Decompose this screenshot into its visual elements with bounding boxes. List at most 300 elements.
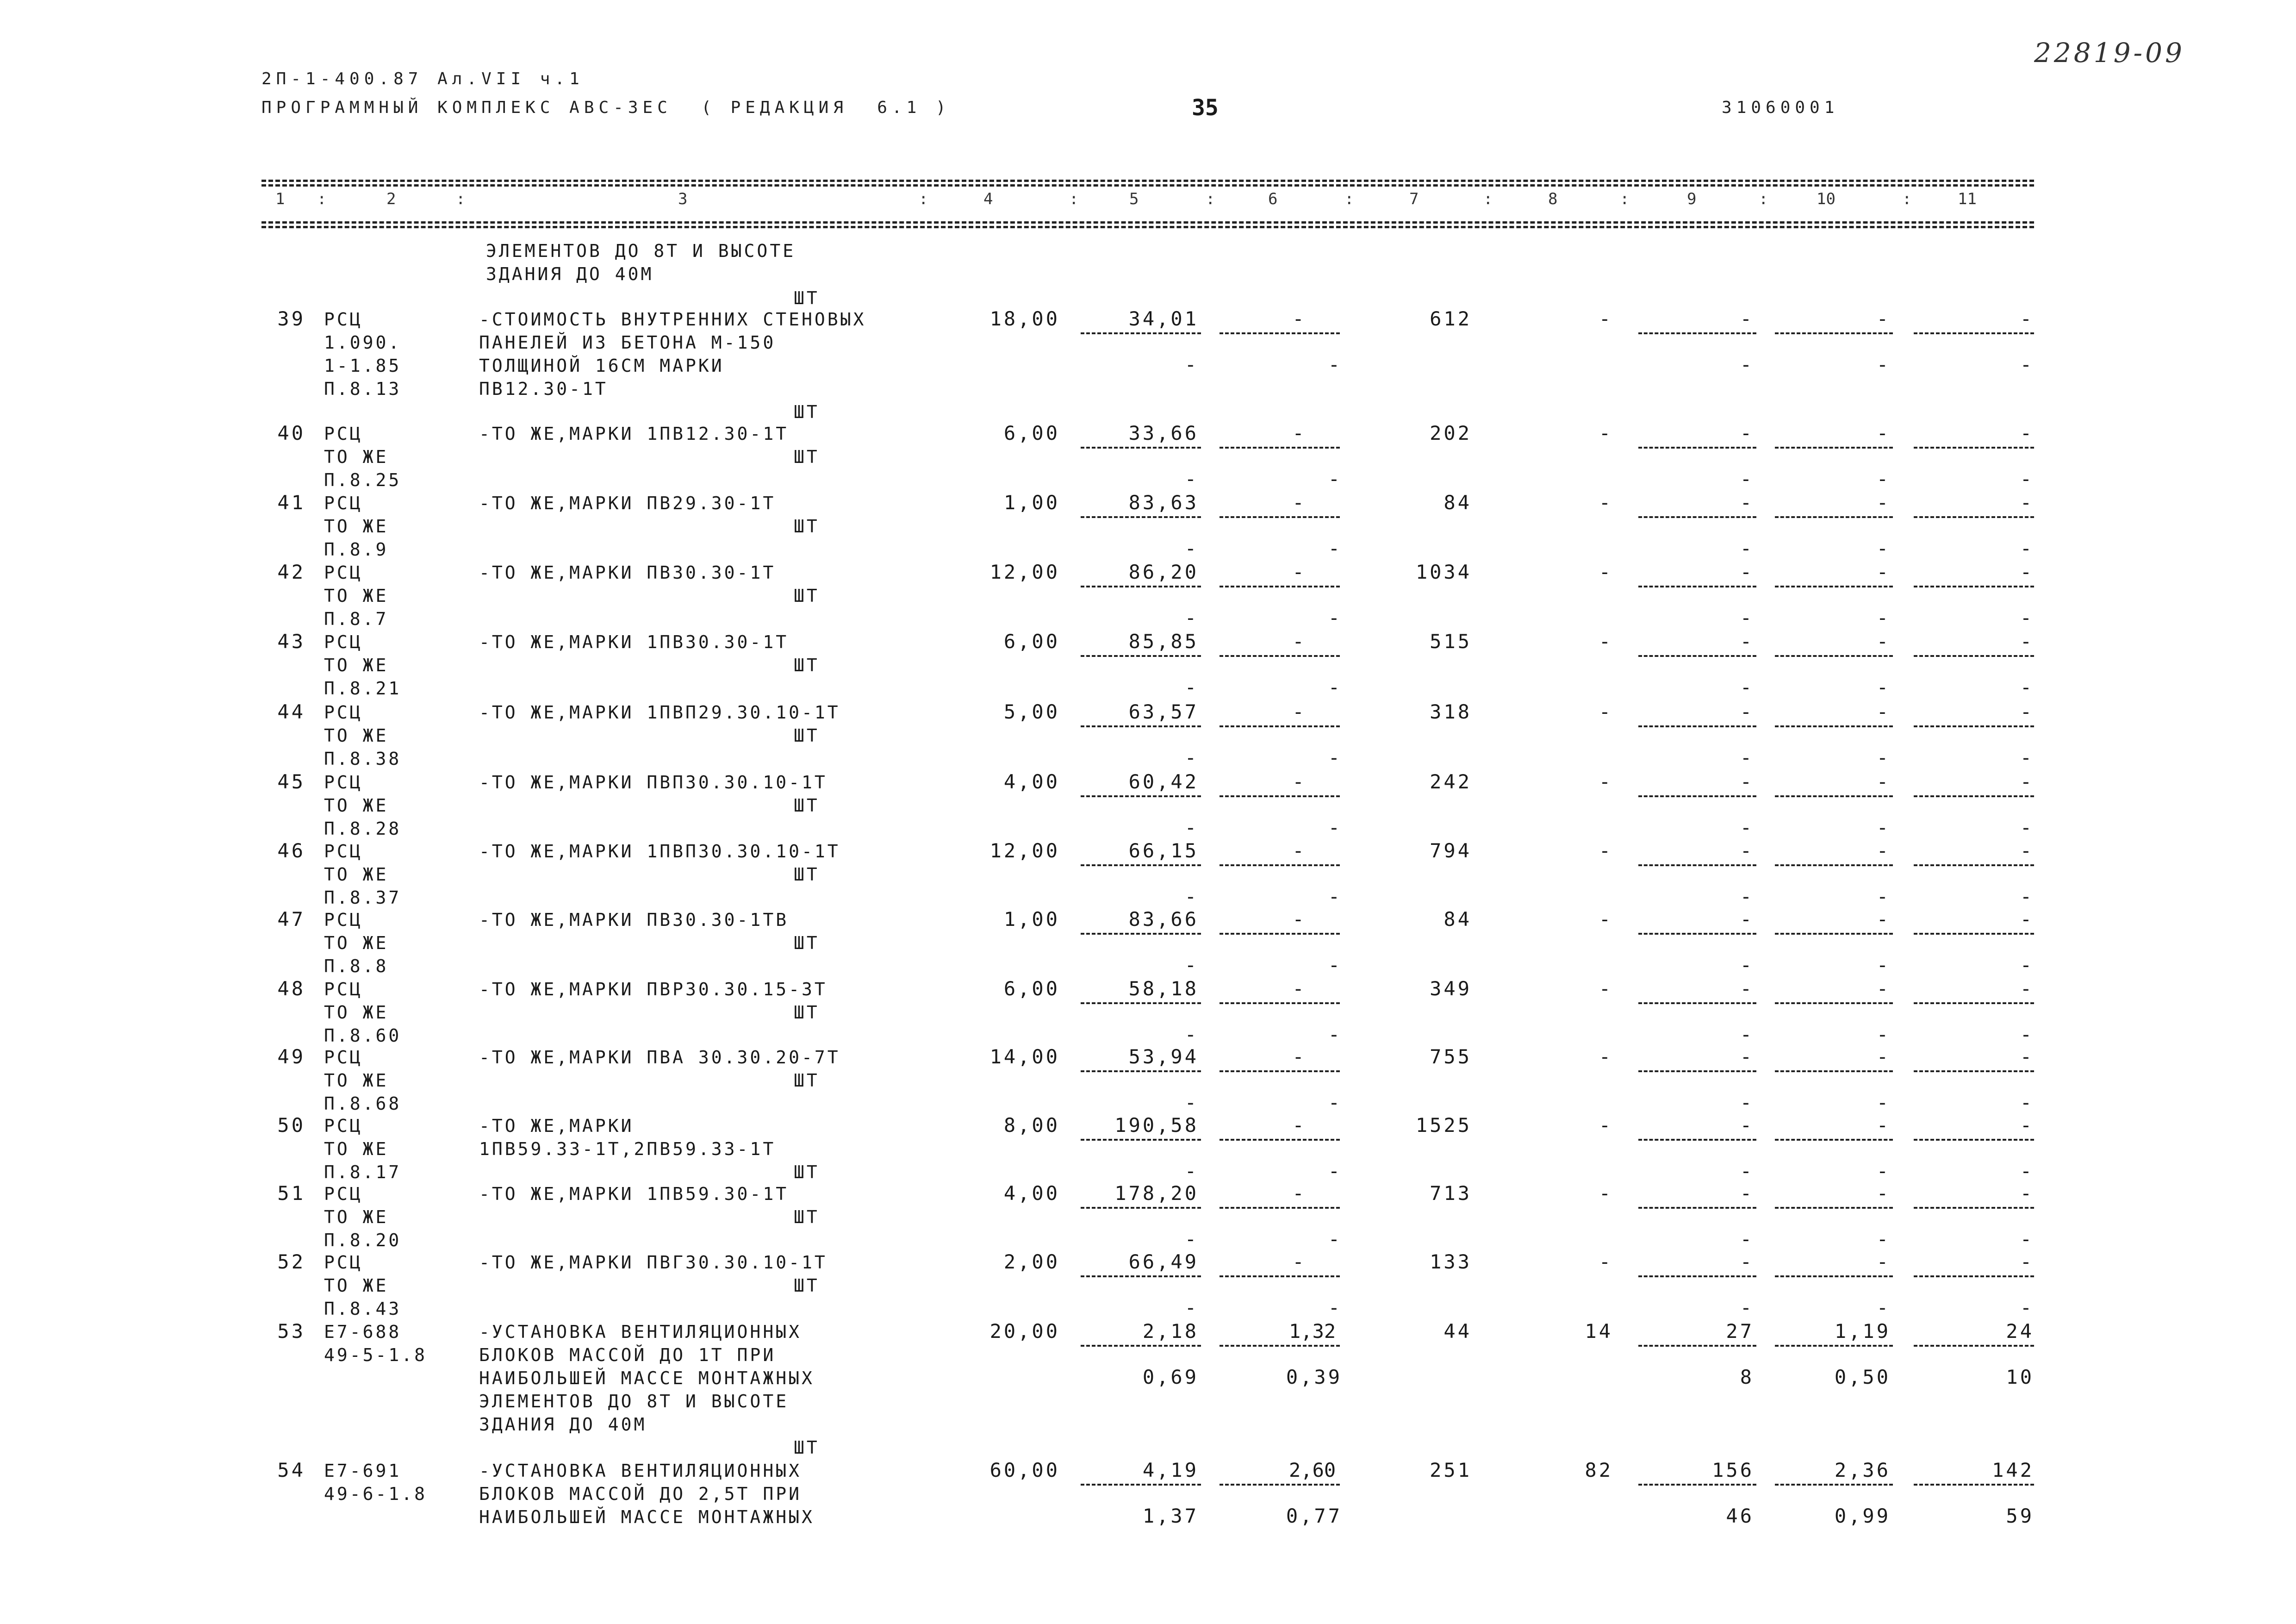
row-description: ЭЛЕМЕНТОВ ДО 8Т И ВЫСОТЕ	[479, 1391, 789, 1412]
row-reference: П.8.38	[324, 749, 402, 769]
row-description: -ТО ЖЕ,МАРКИ ПВ29.30-1Т	[479, 493, 776, 513]
cell-col10-sub: -	[1876, 1296, 1891, 1319]
subtotal-dash-rule	[1914, 725, 2034, 727]
row-reference: П.8.37	[324, 887, 402, 908]
subtotal-dash-rule	[1081, 864, 1201, 866]
cell-col6: -	[1292, 561, 1304, 583]
cell-col8: -	[1599, 1045, 1613, 1068]
cell-col9-sub: -	[1740, 746, 1754, 769]
cell-col8: 82	[1585, 1459, 1613, 1481]
cell-col10-sub: -	[1876, 353, 1891, 376]
cell-unit-cost: 58,18	[1128, 977, 1199, 1000]
row-description: -ТО ЖЕ,МАРКИ 1ПВ12.30-1Т	[479, 424, 789, 444]
cell-unit-cost-sub: -	[1184, 816, 1199, 839]
cell-col9-sub: -	[1740, 1023, 1754, 1046]
subtotal-dash-rule	[1775, 447, 1893, 449]
cell-quantity: 6,00	[1003, 977, 1060, 1000]
cell-unit-cost-sub: -	[1184, 954, 1199, 976]
cell-col11: -	[2020, 630, 2034, 653]
subtotal-dash-rule	[1081, 1484, 1201, 1486]
subtotal-dash-rule	[1914, 1139, 2034, 1141]
row-description: ЗДАНИЯ ДО 40М	[479, 1414, 647, 1435]
cell-col10-sub: -	[1876, 1160, 1891, 1182]
row-description: -ТО ЖЕ,МАРКИ 1ПВ59.30-1Т	[479, 1184, 789, 1204]
subtotal-dash-rule	[1775, 864, 1893, 866]
cell-unit-cost-sub: -	[1184, 468, 1199, 490]
cell-col6: -	[1292, 1114, 1304, 1137]
row-reference: ТО ЖЕ	[324, 1070, 389, 1091]
cell-unit-cost: 66,15	[1128, 839, 1199, 862]
cell-col11-sub: -	[2020, 1091, 2034, 1114]
row-reference: П.8.13	[324, 379, 402, 399]
cell-quantity: 1,00	[1003, 908, 1060, 931]
cell-col10-sub: -	[1876, 606, 1891, 629]
row-description: НАИБОЛЬШЕЙ МАССЕ МОНТАЖНЫХ	[479, 1368, 815, 1388]
row-description: БЛОКОВ МАССОЙ ДО 2,5Т ПРИ	[479, 1484, 802, 1504]
cell-col8: -	[1599, 307, 1613, 330]
cell-unit-cost-sub: -	[1184, 1228, 1199, 1250]
row-reference: П.8.20	[324, 1230, 402, 1250]
cell-col9: -	[1740, 839, 1754, 862]
cell-col11-sub: -	[2020, 1296, 2034, 1319]
cell-col11: -	[2020, 422, 2034, 444]
cell-col10-sub: 0,50	[1834, 1366, 1891, 1388]
cell-col9-sub: -	[1740, 1228, 1754, 1250]
cell-col9-sub: -	[1740, 954, 1754, 976]
row-unit: ШТ	[794, 1002, 820, 1023]
cell-col11: -	[2020, 491, 2034, 514]
col-sep: :	[1902, 190, 1912, 208]
cell-col6-sub: -	[1328, 1296, 1342, 1319]
cell-col10-sub: -	[1876, 746, 1891, 769]
cell-col10-sub: -	[1876, 1091, 1891, 1114]
cell-col6-sub: -	[1328, 468, 1342, 490]
cell-total-cost: 44	[1444, 1320, 1472, 1343]
subtotal-dash-rule	[1220, 447, 1340, 449]
row-code: РСЦ	[324, 562, 363, 583]
cell-col6-sub: 0,39	[1286, 1366, 1342, 1388]
row-reference: ТО ЖЕ	[324, 864, 389, 885]
cell-col11: 24	[2006, 1320, 2034, 1343]
col-sep: :	[1069, 190, 1079, 208]
subtotal-dash-rule	[1914, 933, 2034, 935]
subtotal-dash-rule	[1081, 1345, 1201, 1347]
col-sep: :	[456, 190, 466, 208]
row-reference: П.8.8	[324, 956, 389, 976]
cell-unit-cost-sub: -	[1184, 746, 1199, 769]
cell-col9-sub: -	[1740, 353, 1754, 376]
subtotal-dash-rule	[1081, 795, 1201, 797]
subtotal-dash-rule	[1638, 1070, 1756, 1072]
cell-col10-sub: -	[1876, 1023, 1891, 1046]
subtotal-dash-rule	[1775, 586, 1893, 587]
subtotal-dash-rule	[1638, 332, 1756, 334]
subtotal-dash-rule	[1220, 1345, 1340, 1347]
col-num-4: 4	[983, 190, 993, 208]
row-reference: ТО ЖЕ	[324, 586, 389, 606]
cell-col6-sub: -	[1328, 954, 1342, 976]
cell-total-cost: 1034	[1415, 561, 1472, 583]
cell-col8: -	[1599, 1114, 1613, 1137]
row-description: -УСТАНОВКА ВЕНТИЛЯЦИОННЫХ	[479, 1461, 802, 1481]
cell-col8: -	[1599, 700, 1613, 723]
row-unit: ШТ	[794, 1437, 820, 1458]
cell-col6: -	[1292, 491, 1304, 514]
cell-unit-cost: 178,20	[1114, 1182, 1199, 1205]
cell-col10: 1,19	[1834, 1320, 1891, 1343]
row-description: НАИБОЛЬШЕЙ МАССЕ МОНТАЖНЫХ	[479, 1507, 815, 1527]
subtotal-dash-rule	[1775, 1345, 1893, 1347]
cell-col9: -	[1740, 770, 1754, 793]
cell-unit-cost-sub: -	[1184, 353, 1199, 376]
cell-col10-sub: -	[1876, 676, 1891, 699]
cell-unit-cost-sub: -	[1184, 537, 1199, 560]
row-number: 54	[277, 1459, 305, 1481]
subtotal-dash-rule	[1220, 795, 1340, 797]
col-sep: :	[1759, 190, 1768, 208]
cell-unit-cost: 2,18	[1142, 1320, 1199, 1343]
cell-col8: -	[1599, 908, 1613, 931]
cell-unit-cost: 66,49	[1128, 1250, 1199, 1273]
col-num-7: 7	[1409, 190, 1419, 208]
cell-unit-cost: 85,85	[1128, 630, 1199, 653]
subtotal-dash-rule	[1638, 447, 1756, 449]
row-code: РСЦ	[324, 309, 363, 330]
cell-unit-cost-sub: 0,69	[1142, 1366, 1199, 1388]
subtotal-dash-rule	[1220, 725, 1340, 727]
cell-total-cost: 84	[1444, 908, 1472, 931]
cell-col11-sub: -	[2020, 816, 2034, 839]
cell-unit-cost: 190,58	[1114, 1114, 1199, 1137]
row-unit: ШТ	[794, 864, 820, 885]
cell-col6-sub: -	[1328, 676, 1342, 699]
cell-col10: -	[1876, 1045, 1891, 1068]
cell-col9: -	[1740, 307, 1754, 330]
cell-col11: -	[2020, 307, 2034, 330]
subtotal-dash-rule	[1914, 1207, 2034, 1209]
row-description: -ТО ЖЕ,МАРКИ 1ПВП30.30.10-1Т	[479, 841, 840, 862]
row-reference: П.8.43	[324, 1299, 402, 1319]
subtotal-dash-rule	[1775, 1207, 1893, 1209]
subtotal-dash-rule	[1775, 655, 1893, 657]
carry-over-line-1: ЭЛЕМЕНТОВ ДО 8Т И ВЫСОТЕ	[486, 241, 796, 261]
subtotal-dash-rule	[1638, 1207, 1756, 1209]
cell-unit-cost-sub: 1,37	[1142, 1505, 1199, 1527]
cell-quantity: 1,00	[1003, 491, 1060, 514]
cell-col9-sub: -	[1740, 1296, 1754, 1319]
row-code: РСЦ	[324, 841, 363, 862]
row-unit: ШТ	[794, 795, 820, 816]
cell-col10-sub: -	[1876, 885, 1891, 908]
cell-col9-sub: -	[1740, 1160, 1754, 1182]
row-code: РСЦ	[324, 1184, 363, 1204]
row-number: 46	[277, 839, 305, 862]
cell-col11-sub: 59	[2006, 1505, 2034, 1527]
cell-quantity: 12,00	[989, 561, 1060, 583]
subtotal-dash-rule	[1775, 1070, 1893, 1072]
cell-col6-sub: -	[1328, 606, 1342, 629]
cell-col10: -	[1876, 422, 1891, 444]
subtotal-dash-rule	[1081, 1139, 1201, 1141]
cell-col6-sub: -	[1328, 353, 1342, 376]
cell-quantity: 5,00	[1003, 700, 1060, 723]
cell-unit-cost: 86,20	[1128, 561, 1199, 583]
row-unit: ШТ	[794, 447, 820, 467]
cell-col9: -	[1740, 908, 1754, 931]
row-description: -ТО ЖЕ,МАРКИ ПВ30.30-1Т	[479, 562, 776, 583]
subtotal-dash-rule	[1638, 586, 1756, 587]
cell-col11-sub: 10	[2006, 1366, 2034, 1388]
cell-quantity: 4,00	[1003, 770, 1060, 793]
row-reference: ТО ЖЕ	[324, 1002, 389, 1023]
cell-quantity: 2,00	[1003, 1250, 1060, 1273]
cell-quantity: 8,00	[1003, 1114, 1060, 1137]
subtotal-dash-rule	[1220, 516, 1340, 518]
cell-col11-sub: -	[2020, 606, 2034, 629]
subtotal-dash-rule	[1220, 655, 1340, 657]
row-reference: ТО ЖЕ	[324, 516, 389, 537]
subtotal-dash-rule	[1914, 1484, 2034, 1486]
cell-col9: -	[1740, 491, 1754, 514]
row-reference: П.8.60	[324, 1025, 402, 1046]
row-description: БЛОКОВ МАССОЙ ДО 1Т ПРИ	[479, 1345, 776, 1365]
document-number: 31060001	[1722, 98, 1839, 117]
cell-col11-sub: -	[2020, 954, 2034, 976]
cell-col6: -	[1292, 307, 1304, 330]
cell-col6-sub: -	[1328, 1228, 1342, 1250]
cell-col8: 14	[1585, 1320, 1613, 1343]
cell-unit-cost: 53,94	[1128, 1045, 1199, 1068]
subtotal-dash-rule	[1081, 1275, 1201, 1277]
cell-col9: 27	[1726, 1320, 1754, 1343]
row-reference: ТО ЖЕ	[324, 447, 389, 467]
cell-total-cost: 612	[1430, 307, 1472, 330]
subtotal-dash-rule	[1220, 1275, 1340, 1277]
row-description: -УСТАНОВКА ВЕНТИЛЯЦИОННЫХ	[479, 1322, 802, 1342]
row-number: 49	[277, 1045, 305, 1068]
cell-total-cost: 251	[1430, 1459, 1472, 1481]
cell-total-cost: 242	[1430, 770, 1472, 793]
subtotal-dash-rule	[1638, 725, 1756, 727]
cell-unit-cost: 63,57	[1128, 700, 1199, 723]
cell-col10: -	[1876, 630, 1891, 653]
cell-col11-sub: -	[2020, 468, 2034, 490]
cell-col6: -	[1292, 770, 1304, 793]
row-reference: П.8.17	[324, 1162, 402, 1182]
subtotal-dash-rule	[1914, 795, 2034, 797]
subtotal-dash-rule	[1220, 1207, 1340, 1209]
col-num-11: 11	[1958, 190, 1977, 208]
cell-col8: -	[1599, 1182, 1613, 1205]
cell-col11-sub: -	[2020, 1023, 2034, 1046]
row-code: РСЦ	[324, 424, 363, 444]
cell-col6: -	[1292, 839, 1304, 862]
row-description: -ТО ЖЕ,МАРКИ ПВ30.30-1ТВ	[479, 910, 789, 930]
col-num-10: 10	[1817, 190, 1836, 208]
header-line-2: ПРОГРАММНЫЙ КОМПЛЕКС АВС-3ЕС ( РЕДАКЦИЯ 6.1 )	[261, 98, 951, 117]
cell-col10-sub: -	[1876, 468, 1891, 490]
subtotal-dash-rule	[1081, 725, 1201, 727]
cell-unit-cost-sub: -	[1184, 1296, 1199, 1319]
cell-col6: -	[1292, 630, 1304, 653]
row-number: 40	[277, 422, 305, 444]
row-code: РСЦ	[324, 632, 363, 652]
row-number: 39	[277, 307, 305, 330]
subtotal-dash-rule	[1638, 1345, 1756, 1347]
cell-col8: -	[1599, 491, 1613, 514]
cell-col10: -	[1876, 908, 1891, 931]
cell-col11: -	[2020, 977, 2034, 1000]
subtotal-dash-rule	[1638, 864, 1756, 866]
cell-col11-sub: -	[2020, 353, 2034, 376]
subtotal-dash-rule	[1775, 795, 1893, 797]
subtotal-dash-rule	[1220, 1070, 1340, 1072]
subtotal-dash-rule	[1914, 1002, 2034, 1004]
cell-col11: -	[2020, 908, 2034, 931]
cell-col8: -	[1599, 630, 1613, 653]
cell-col9: -	[1740, 1114, 1754, 1137]
row-number: 45	[277, 770, 305, 793]
cell-col10-sub: -	[1876, 537, 1891, 560]
row-description: 1ПВ59.33-1Т,2ПВ59.33-1Т	[479, 1139, 776, 1159]
cell-col10: 2,36	[1834, 1459, 1891, 1481]
cell-col9-sub: 46	[1726, 1505, 1754, 1527]
cell-col11: -	[2020, 700, 2034, 723]
cell-col9-sub: -	[1740, 1091, 1754, 1114]
cell-col6-sub: -	[1328, 816, 1342, 839]
cell-col9: -	[1740, 977, 1754, 1000]
col-sep: :	[1620, 190, 1630, 208]
cell-col9: -	[1740, 1182, 1754, 1205]
cell-col9-sub: -	[1740, 885, 1754, 908]
subtotal-dash-rule	[1081, 655, 1201, 657]
subtotal-dash-rule	[1638, 795, 1756, 797]
subtotal-dash-rule	[1638, 1139, 1756, 1141]
cell-col11-sub: -	[2020, 537, 2034, 560]
row-description: ПАНЕЛЕЙ ИЗ БЕТОНА М-150	[479, 332, 776, 353]
cell-col9: -	[1740, 700, 1754, 723]
cell-unit-cost: 83,66	[1128, 908, 1199, 931]
subtotal-dash-rule	[1914, 1345, 2034, 1347]
table-top-rule-2	[261, 184, 2034, 187]
row-description: -ТО ЖЕ,МАРКИ 1ПВП29.30.10-1Т	[479, 702, 840, 723]
cell-col9: 156	[1712, 1459, 1754, 1481]
row-code: Е7-691	[324, 1461, 402, 1481]
col-num-3: 3	[678, 190, 688, 208]
cell-col9: -	[1740, 561, 1754, 583]
row-reference: ТО ЖЕ	[324, 933, 389, 953]
row-reference: 49-6-1.8	[324, 1484, 428, 1504]
cell-unit-cost: 83,63	[1128, 491, 1199, 514]
cell-col10: -	[1876, 307, 1891, 330]
row-code: РСЦ	[324, 1047, 363, 1068]
row-reference: П.8.25	[324, 470, 402, 490]
cell-col9-sub: -	[1740, 816, 1754, 839]
subtotal-dash-rule	[1220, 1002, 1340, 1004]
row-unit: ШТ	[794, 1275, 820, 1296]
cell-col6: -	[1292, 908, 1304, 931]
table-header-bottom-rule	[261, 221, 2034, 224]
cell-col10: -	[1876, 1114, 1891, 1137]
cell-col6: 2,60	[1289, 1459, 1336, 1481]
cell-quantity: 20,00	[989, 1320, 1060, 1343]
row-reference: 49-5-1.8	[324, 1345, 428, 1365]
subtotal-dash-rule	[1914, 1070, 2034, 1072]
cell-col10: -	[1876, 839, 1891, 862]
cell-col11: -	[2020, 1182, 2034, 1205]
table-top-rule	[261, 180, 2034, 182]
column-number-row	[261, 190, 2034, 218]
col-num-9: 9	[1687, 190, 1697, 208]
row-unit: ШТ	[794, 933, 820, 953]
subtotal-dash-rule	[1081, 1207, 1201, 1209]
col-num-8: 8	[1548, 190, 1558, 208]
cell-col6: -	[1292, 422, 1304, 444]
subtotal-dash-rule	[1775, 933, 1893, 935]
cell-col10: -	[1876, 770, 1891, 793]
subtotal-dash-rule	[1220, 933, 1340, 935]
col-num-1: 1	[275, 190, 285, 208]
row-description: ТОЛЩИНОЙ 16СМ МАРКИ	[479, 356, 724, 376]
cell-col11-sub: -	[2020, 1160, 2034, 1182]
subtotal-dash-rule	[1914, 516, 2034, 518]
carry-over-unit: ШТ	[794, 288, 820, 308]
subtotal-dash-rule	[1914, 655, 2034, 657]
cell-col10-sub: 0,99	[1834, 1505, 1891, 1527]
col-num-5: 5	[1129, 190, 1139, 208]
row-number: 51	[277, 1182, 305, 1205]
cell-col9-sub: -	[1740, 676, 1754, 699]
cell-col11-sub: -	[2020, 676, 2034, 699]
cell-unit-cost: 33,66	[1128, 422, 1199, 444]
cell-col6: -	[1292, 1182, 1304, 1205]
row-unit: ШТ	[794, 1070, 820, 1091]
row-unit: ШТ	[794, 586, 820, 606]
cell-col11: -	[2020, 1114, 2034, 1137]
cell-col11: -	[2020, 1045, 2034, 1068]
row-reference: ТО ЖЕ	[324, 655, 389, 675]
cell-col11: -	[2020, 561, 2034, 583]
cell-col9-sub: -	[1740, 606, 1754, 629]
subtotal-dash-rule	[1081, 516, 1201, 518]
row-number: 41	[277, 491, 305, 514]
cell-quantity: 60,00	[989, 1459, 1060, 1481]
cell-col10: -	[1876, 700, 1891, 723]
col-sep: :	[1344, 190, 1354, 208]
cell-total-cost: 202	[1430, 422, 1472, 444]
cell-total-cost: 84	[1444, 491, 1472, 514]
cell-unit-cost-sub: -	[1184, 1091, 1199, 1114]
col-num-2: 2	[386, 190, 396, 208]
row-description: ПВ12.30-1Т	[479, 379, 608, 399]
subtotal-dash-rule	[1081, 586, 1201, 587]
cell-col6-sub: -	[1328, 1091, 1342, 1114]
subtotal-dash-rule	[1775, 1002, 1893, 1004]
row-code: РСЦ	[324, 979, 363, 999]
row-code: РСЦ	[324, 910, 363, 930]
cell-col8: -	[1599, 561, 1613, 583]
subtotal-dash-rule	[1914, 332, 2034, 334]
cell-col6: -	[1292, 977, 1304, 1000]
row-description: -СТОИМОСТЬ ВНУТРЕННИХ СТЕНОВЫХ	[479, 309, 866, 330]
cell-col9: -	[1740, 422, 1754, 444]
cell-quantity: 18,00	[989, 307, 1060, 330]
cell-unit-cost: 4,19	[1142, 1459, 1199, 1481]
cell-total-cost: 515	[1430, 630, 1472, 653]
subtotal-dash-rule	[1775, 1275, 1893, 1277]
cell-col8: -	[1599, 977, 1613, 1000]
page-number: 35	[1192, 95, 1219, 121]
